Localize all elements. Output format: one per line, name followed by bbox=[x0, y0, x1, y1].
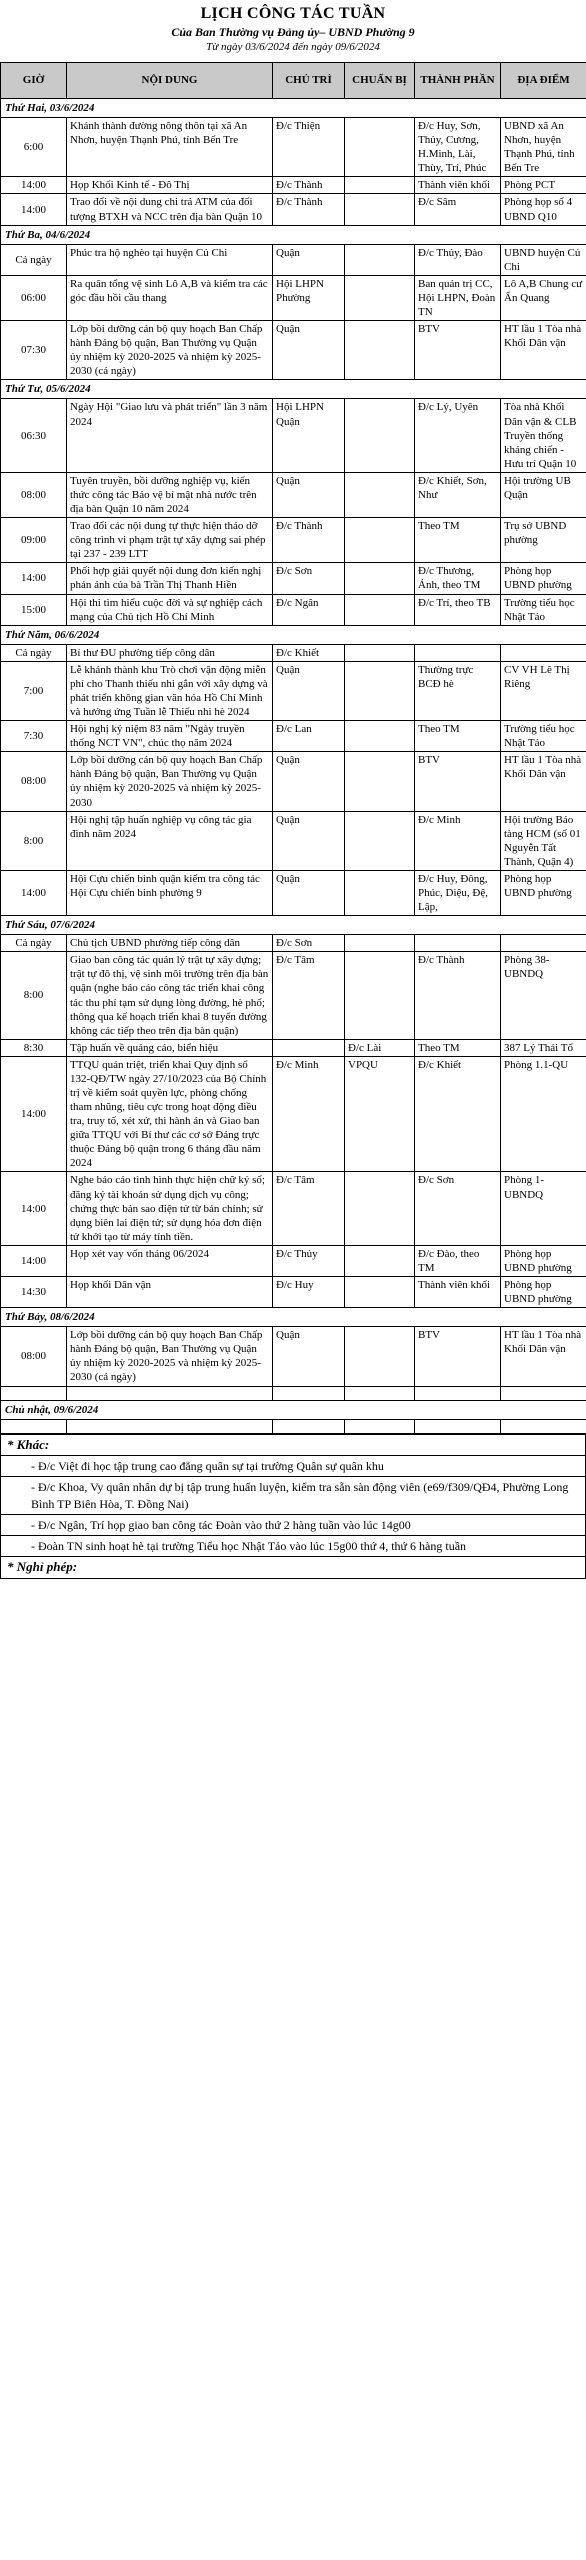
place-cell bbox=[501, 644, 586, 661]
col-header-time: GIỜ bbox=[1, 63, 67, 99]
prep-cell bbox=[345, 399, 415, 472]
table-header-row bbox=[1, 63, 586, 99]
place-cell: Phòng họp UBND phường bbox=[501, 563, 586, 594]
host-cell: Đ/c Thành bbox=[273, 518, 345, 563]
table-row bbox=[1, 1245, 586, 1276]
host-cell: Quận bbox=[273, 244, 345, 275]
day-label: Thứ Bảy, 08/6/2024 bbox=[1, 1308, 586, 1327]
content-cell: TTQU quán triệt, triển khai Quy định số 132-QĐ/TW ngày 27/10/2023 của Bộ Chính trị về kiểm soát quyền lực, phòng chống tham nhũng, tiêu cực trong hoạt động điều tra, truy tố, xét xử, thi hành án và Giao ban giữa TTQU với Bí thư các cơ sở Đảng trực thuộc Đảng bộ quận trong 6 tháng đầu năm 2024 bbox=[67, 1056, 273, 1172]
prep-cell bbox=[345, 594, 415, 625]
time-cell: 8:00 bbox=[1, 811, 67, 870]
prep-cell bbox=[345, 244, 415, 275]
host-cell bbox=[273, 1419, 345, 1433]
prep-cell bbox=[345, 870, 415, 915]
prep-cell bbox=[345, 1245, 415, 1276]
time-cell: Cả ngày bbox=[1, 644, 67, 661]
prep-cell bbox=[345, 321, 415, 380]
members-cell: Đ/c Huy, Đông, Phúc, Diệu, Đệ, Lập, bbox=[415, 870, 501, 915]
content-cell: Lễ khánh thành khu Trò chơi vận động miễn phí cho Thanh thiếu nhi gắn với xây dựng và phát triển không gian văn hóa Hồ Chí Minh và hưởng ứng Tuần lễ Thiếu nhi hè 2024 bbox=[67, 661, 273, 720]
prep-cell bbox=[345, 194, 415, 225]
content-cell: Họp khối Dân vận bbox=[67, 1277, 273, 1308]
prep-cell bbox=[345, 811, 415, 870]
host-cell bbox=[273, 1386, 345, 1400]
place-cell: Phòng họp số 4 UBND Q10 bbox=[501, 194, 586, 225]
content-cell: Trao đổi về nội dung chi trả ATM của đối tượng BTXH và NCC trên địa bàn Quận 10 bbox=[67, 194, 273, 225]
col-header-prep: CHUẨN BỊ bbox=[345, 63, 415, 99]
content-cell: Ngày Hội "Giao lưu và phát triển" lần 3 năm 2024 bbox=[67, 399, 273, 472]
place-cell: Trường tiểu học Nhật Tảo bbox=[501, 594, 586, 625]
place-cell: UBND huyện Củ Chi bbox=[501, 244, 586, 275]
time-cell: Cả ngày bbox=[1, 244, 67, 275]
table-row bbox=[1, 1327, 586, 1386]
table-row bbox=[1, 1056, 586, 1172]
content-cell: Lớp bồi dưỡng cán bộ quy hoạch Ban Chấp hành Đảng bộ quận, Ban Thường vụ Quận ủy nhiệm kỳ 2020-2025 và nhiệm kỳ 2025-2030 (cả ngày) bbox=[67, 321, 273, 380]
table-row bbox=[1, 870, 586, 915]
place-cell: 387 Lý Thái Tổ bbox=[501, 1039, 586, 1056]
place-cell: Trụ sở UBND phường bbox=[501, 518, 586, 563]
host-cell bbox=[273, 1039, 345, 1056]
members-cell: Thường trực BCĐ hè bbox=[415, 661, 501, 720]
col-header-host: CHỦ TRÌ bbox=[273, 63, 345, 99]
table-row bbox=[1, 661, 586, 720]
content-cell: Nghe báo cáo tình hình thực hiện chữ ký số; đăng ký tài khoản sử dụng dịch vụ công; chứng thực bản sao điện tử từ bản chính; sử dụng biên lai điện tử; sử dụng hóa đơn điện tử khởi tạo từ máy tính tiền. bbox=[67, 1172, 273, 1245]
time-cell: 06:30 bbox=[1, 399, 67, 472]
prep-cell bbox=[345, 1386, 415, 1400]
prep-cell bbox=[345, 1327, 415, 1386]
content-cell: Hội Cựu chiến binh quận kiểm tra công tác Hội Cựu chiến binh phường 9 bbox=[67, 870, 273, 915]
host-cell: Hội LHPN Quận bbox=[273, 399, 345, 472]
prep-cell bbox=[345, 721, 415, 752]
time-cell: 8:00 bbox=[1, 952, 67, 1039]
host-cell: Đ/c Minh bbox=[273, 1056, 345, 1172]
prep-cell bbox=[345, 1172, 415, 1245]
day-label: Thứ Tư, 05/6/2024 bbox=[1, 380, 586, 399]
place-cell bbox=[501, 1386, 586, 1400]
place-cell: Phòng họp UBND phường bbox=[501, 870, 586, 915]
members-cell: BTV bbox=[415, 321, 501, 380]
prep-cell bbox=[345, 118, 415, 177]
table-row bbox=[1, 472, 586, 517]
table-row bbox=[1, 118, 586, 177]
host-cell: Đ/c Sơn bbox=[273, 935, 345, 952]
prep-cell: VPQU bbox=[345, 1056, 415, 1172]
notes-other-label: * Khác: bbox=[1, 1434, 586, 1456]
table-row bbox=[1, 321, 586, 380]
content-cell: Tập huấn về quảng cáo, biển hiệu bbox=[67, 1039, 273, 1056]
members-cell: Đ/c Lý, Uyên bbox=[415, 399, 501, 472]
prep-cell: Đ/c Lài bbox=[345, 1039, 415, 1056]
prep-cell bbox=[345, 952, 415, 1039]
host-cell: Đ/c Thành bbox=[273, 194, 345, 225]
time-cell: 14:00 bbox=[1, 563, 67, 594]
host-cell: Quận bbox=[273, 661, 345, 720]
host-cell: Đ/c Thủy bbox=[273, 1245, 345, 1276]
table-row bbox=[1, 644, 586, 661]
host-cell: Quận bbox=[273, 321, 345, 380]
prep-cell bbox=[345, 1277, 415, 1308]
page-subtitle: Của Ban Thường vụ Đảng ủy– UBND Phường 9 bbox=[171, 25, 415, 39]
members-cell bbox=[415, 644, 501, 661]
day-label: Thứ Ba, 04/6/2024 bbox=[1, 225, 586, 244]
prep-cell bbox=[345, 1419, 415, 1433]
host-cell: Đ/c Huy bbox=[273, 1277, 345, 1308]
place-cell: CV VH Lê Thị Riêng bbox=[501, 661, 586, 720]
content-cell bbox=[67, 1386, 273, 1400]
place-cell: HT lầu 1 Tòa nhà Khối Dân vận bbox=[501, 1327, 586, 1386]
table-row bbox=[1, 177, 586, 194]
date-range: Từ ngày 03/6/2024 đến ngày 09/6/2024 bbox=[206, 41, 380, 53]
time-cell: 08:00 bbox=[1, 752, 67, 811]
members-cell: Đ/c Trí, theo TB bbox=[415, 594, 501, 625]
place-cell: UBND xã An Nhơn, huyện Thạnh Phú, tỉnh Bến Tre bbox=[501, 118, 586, 177]
time-cell: 14:30 bbox=[1, 1277, 67, 1308]
time-cell: 14:00 bbox=[1, 177, 67, 194]
schedule-body bbox=[1, 99, 586, 1434]
time-cell: 8:30 bbox=[1, 1039, 67, 1056]
members-cell: Đ/c Khiết, Sơn, Như bbox=[415, 472, 501, 517]
prep-cell bbox=[345, 177, 415, 194]
time-cell: 14:00 bbox=[1, 194, 67, 225]
content-cell: Phúc tra hộ nghèo tại huyện Củ Chi bbox=[67, 244, 273, 275]
content-cell: Họp Khối Kinh tế - Đô Thị bbox=[67, 177, 273, 194]
table-row bbox=[1, 244, 586, 275]
time-cell: 14:00 bbox=[1, 870, 67, 915]
host-cell: Đ/c Khiết bbox=[273, 644, 345, 661]
content-cell: Chủ tịch UBND phường tiếp công dân bbox=[67, 935, 273, 952]
prep-cell bbox=[345, 563, 415, 594]
content-cell: Giao ban công tác quản lý trật tự xây dựng; trật tự đô thị, vệ sinh môi trường trên địa bàn quận (nghe báo cáo công tác triển khai công tác thu phí tạm sử dụng lòng đường, hè phố; thông qua kế hoạch triển khai 8 tuyến đường không các tiếp theo trên địa bàn quận) bbox=[67, 952, 273, 1039]
place-cell bbox=[501, 935, 586, 952]
prep-cell bbox=[345, 935, 415, 952]
day-label: Chủ nhật, 09/6/2024 bbox=[1, 1400, 586, 1419]
members-cell: Đ/c Huy, Sơn, Thủy, Cương, H.Minh, Lài, Thùy, Trí, Phúc bbox=[415, 118, 501, 177]
schedule-table bbox=[0, 62, 586, 1434]
members-cell: BTV bbox=[415, 1327, 501, 1386]
content-cell: Lớp bồi dưỡng cán bộ quy hoạch Ban Chấp hành Đảng bộ quận, Ban Thường vụ Quận ủy nhiệm kỳ 2020-2025 và nhiệm kỳ 2025-2030 (cả ngày) bbox=[67, 1327, 273, 1386]
members-cell: Ban quản trị CC, Hội LHPN, Đoàn TN bbox=[415, 275, 501, 320]
members-cell: Đ/c Minh bbox=[415, 811, 501, 870]
table-row bbox=[1, 563, 586, 594]
table-row bbox=[1, 935, 586, 952]
page-title: LỊCH CÔNG TÁC TUẦN bbox=[200, 5, 386, 22]
day-label: Thứ Hai, 03/6/2024 bbox=[1, 99, 586, 118]
time-cell: 14:00 bbox=[1, 1056, 67, 1172]
day-header-row bbox=[1, 99, 586, 118]
time-cell: 14:00 bbox=[1, 1245, 67, 1276]
place-cell: Phòng PCT bbox=[501, 177, 586, 194]
content-cell: Phối hợp giải quyết nội dung đơn kiến nghị phản ánh của bà Trần Thị Thanh Hiền bbox=[67, 563, 273, 594]
table-row bbox=[1, 1419, 586, 1433]
time-cell: 6:00 bbox=[1, 118, 67, 177]
col-header-content: NỘI DUNG bbox=[67, 63, 273, 99]
day-header-row bbox=[1, 916, 586, 935]
day-header-row bbox=[1, 1308, 586, 1327]
host-cell: Đ/c Tâm bbox=[273, 952, 345, 1039]
content-cell: Ra quân tổng vệ sinh Lô A,B và kiểm tra các góc đầu hồi cầu thang bbox=[67, 275, 273, 320]
members-cell bbox=[415, 935, 501, 952]
time-cell bbox=[1, 1386, 67, 1400]
place-cell: Tòa nhà Khối Dân vận & CLB Truyền thống kháng chiến - Hưu trí Quận 10 bbox=[501, 399, 586, 472]
table-row bbox=[1, 275, 586, 320]
day-label: Thứ Năm, 06/6/2024 bbox=[1, 625, 586, 644]
place-cell: Phòng 1.1-QU bbox=[501, 1056, 586, 1172]
content-cell: Bí thư ĐU phường tiếp công dân bbox=[67, 644, 273, 661]
prep-cell bbox=[345, 752, 415, 811]
members-cell bbox=[415, 1386, 501, 1400]
members-cell: BTV bbox=[415, 752, 501, 811]
time-cell: 09:00 bbox=[1, 518, 67, 563]
notes-section bbox=[0, 1434, 586, 1579]
prep-cell bbox=[345, 644, 415, 661]
notes-table bbox=[0, 1434, 586, 1579]
time-cell: 14:00 bbox=[1, 1172, 67, 1245]
members-cell: Theo TM bbox=[415, 518, 501, 563]
table-row bbox=[1, 1172, 586, 1245]
prep-cell bbox=[345, 661, 415, 720]
host-cell: Đ/c Tâm bbox=[273, 1172, 345, 1245]
note-item: - Đoàn TN sinh hoạt hè tại trường Tiểu học Nhật Tảo vào lúc 15g00 thứ 4, thứ 6 hàng tuần bbox=[1, 1536, 586, 1557]
place-cell: Lô A,B Chung cư Ấn Quang bbox=[501, 275, 586, 320]
day-header-row bbox=[1, 1400, 586, 1419]
content-cell: Hội nghị kỷ niệm 83 năm "Ngày truyền thống NCT VN", chúc thọ năm 2024 bbox=[67, 721, 273, 752]
table-row bbox=[1, 1039, 586, 1056]
page-header bbox=[0, 0, 586, 62]
host-cell: Quận bbox=[273, 870, 345, 915]
place-cell bbox=[501, 1419, 586, 1433]
content-cell: Tuyên truyền, bồi dưỡng nghiệp vụ, kiến thức công tác Bảo vệ bí mật nhà nước trên địa bàn Quận 10 năm 2024 bbox=[67, 472, 273, 517]
content-cell: Lớp bồi dưỡng cán bộ quy hoạch Ban Chấp hành Đảng bộ quận, Ban Thường vụ Quận ủy nhiệm kỳ 2020-2025 và nhiệm kỳ 2025-2030 bbox=[67, 752, 273, 811]
prep-cell bbox=[345, 275, 415, 320]
members-cell bbox=[415, 1419, 501, 1433]
content-cell: Trao đổi các nội dung tự thực hiện tháo dỡ công trình vi phạm trật tự xây dựng sai phép tại 237 - 239 LTT bbox=[67, 518, 273, 563]
place-cell: Hội trường Báo tàng HCM (số 01 Nguyễn Tất Thành, Quận 4) bbox=[501, 811, 586, 870]
content-cell bbox=[67, 1419, 273, 1433]
host-cell: Quận bbox=[273, 752, 345, 811]
members-cell: Thành viên khối bbox=[415, 1277, 501, 1308]
place-cell: Phòng 1-UBNDQ bbox=[501, 1172, 586, 1245]
time-cell: 7:00 bbox=[1, 661, 67, 720]
time-cell bbox=[1, 1419, 67, 1433]
host-cell: Đ/c Lan bbox=[273, 721, 345, 752]
members-cell: Đ/c Khiết bbox=[415, 1056, 501, 1172]
table-row bbox=[1, 194, 586, 225]
notes-leave-label: * Nghỉ phép: bbox=[1, 1557, 586, 1579]
members-cell: Đ/c Sâm bbox=[415, 194, 501, 225]
place-cell: HT lầu 1 Tòa nhà Khối Dân vận bbox=[501, 752, 586, 811]
time-cell: 08:00 bbox=[1, 1327, 67, 1386]
members-cell: Theo TM bbox=[415, 721, 501, 752]
host-cell: Hội LHPN Phường bbox=[273, 275, 345, 320]
host-cell: Đ/c Thiện bbox=[273, 118, 345, 177]
content-cell: Khánh thành đường nông thôn tại xã An Nhơn, huyện Thạnh Phú, tỉnh Bến Tre bbox=[67, 118, 273, 177]
place-cell: Trường tiểu học Nhật Tảo bbox=[501, 721, 586, 752]
members-cell: Đ/c Đào, theo TM bbox=[415, 1245, 501, 1276]
note-item: - Đ/c Ngân, Trí họp giao ban công tác Đoàn vào thứ 2 hàng tuần vào lúc 14g00 bbox=[1, 1514, 586, 1535]
place-cell: Phòng họp UBND phường bbox=[501, 1277, 586, 1308]
table-row bbox=[1, 952, 586, 1039]
place-cell: HT lầu 1 Tòa nhà Khối Dân vận bbox=[501, 321, 586, 380]
prep-cell bbox=[345, 472, 415, 517]
day-header-row bbox=[1, 380, 586, 399]
host-cell: Đ/c Sơn bbox=[273, 563, 345, 594]
day-label: Thứ Sáu, 07/6/2024 bbox=[1, 916, 586, 935]
table-row bbox=[1, 594, 586, 625]
time-cell: 07:30 bbox=[1, 321, 67, 380]
day-header-row bbox=[1, 625, 586, 644]
table-row bbox=[1, 518, 586, 563]
table-row bbox=[1, 1277, 586, 1308]
time-cell: 15:00 bbox=[1, 594, 67, 625]
table-row bbox=[1, 811, 586, 870]
table-row bbox=[1, 721, 586, 752]
table-row bbox=[1, 399, 586, 472]
host-cell: Đ/c Ngân bbox=[273, 594, 345, 625]
host-cell: Quận bbox=[273, 811, 345, 870]
members-cell: Đ/c Thủy, Đào bbox=[415, 244, 501, 275]
place-cell: Hội trường UB Quận bbox=[501, 472, 586, 517]
host-cell: Quận bbox=[273, 472, 345, 517]
note-item: - Đ/c Khoa, Vy quân nhân dự bị tập trung huấn luyện, kiểm tra sẵn sàn động viên (e69/f309/QĐ4, Phường Long Bình TP Biên Hòa, T. Đồng Nai) bbox=[1, 1477, 586, 1514]
col-header-members: THÀNH PHẦN bbox=[415, 63, 501, 99]
time-cell: 08:00 bbox=[1, 472, 67, 517]
members-cell: Thành viên khối bbox=[415, 177, 501, 194]
note-item: - Đ/c Việt đi học tập trung cao đẳng quân sự tại trường Quân sự quân khu bbox=[1, 1456, 586, 1477]
day-header-row bbox=[1, 225, 586, 244]
time-cell: 06:00 bbox=[1, 275, 67, 320]
host-cell: Quận bbox=[273, 1327, 345, 1386]
host-cell: Đ/c Thành bbox=[273, 177, 345, 194]
members-cell: Theo TM bbox=[415, 1039, 501, 1056]
content-cell: Họp xét vay vốn tháng 06/2024 bbox=[67, 1245, 273, 1276]
place-cell: Phòng họp UBND phường bbox=[501, 1245, 586, 1276]
col-header-place: ĐỊA ĐIỂM bbox=[501, 63, 586, 99]
time-cell: 7:30 bbox=[1, 721, 67, 752]
table-row bbox=[1, 752, 586, 811]
content-cell: Hội thi tìm hiểu cuộc đời và sự nghiệp cách mạng của Chủ tịch Hồ Chí Minh bbox=[67, 594, 273, 625]
place-cell: Phòng 38-UBNDQ bbox=[501, 952, 586, 1039]
content-cell: Hội nghị tập huấn nghiệp vụ công tác gia đình năm 2024 bbox=[67, 811, 273, 870]
members-cell: Đ/c Thương, Ánh, theo TM bbox=[415, 563, 501, 594]
members-cell: Đ/c Thành bbox=[415, 952, 501, 1039]
time-cell: Cả ngày bbox=[1, 935, 67, 952]
table-row bbox=[1, 1386, 586, 1400]
prep-cell bbox=[345, 518, 415, 563]
members-cell: Đ/c Sơn bbox=[415, 1172, 501, 1245]
